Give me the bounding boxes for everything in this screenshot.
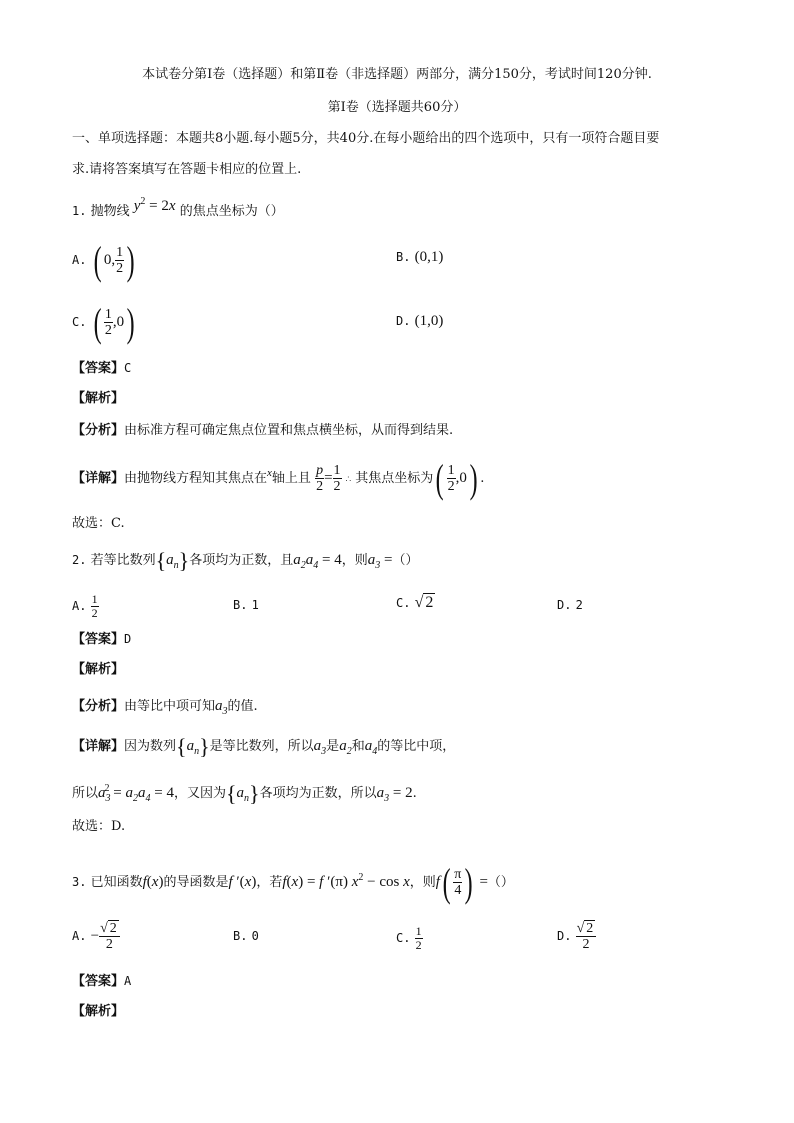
left-brace: { <box>176 733 187 759</box>
right-paren: ) <box>126 299 135 345</box>
option-label: D. <box>557 929 572 943</box>
question-number: 2. <box>72 553 87 567</box>
question-1-stem <box>72 198 284 221</box>
right-brace: } <box>249 780 260 806</box>
answer-value: C <box>124 361 132 375</box>
fraction-minus-sqrt2-over-2: $\frac{√ 2}{2}$ <box>99 921 120 952</box>
question-2-option-c <box>396 594 435 613</box>
option-label: A. <box>72 599 87 613</box>
therefore-symbol: ∴ <box>345 475 352 485</box>
option-value: 0 <box>251 929 259 943</box>
fraction-one-half: $\frac{1}{2}$ <box>116 245 124 276</box>
option-label: A. <box>72 929 87 943</box>
option-label: A. <box>72 253 87 267</box>
question-2-option-a <box>72 590 99 623</box>
answer-label: 【答案】 <box>72 632 125 647</box>
right-paren: ) <box>469 455 478 501</box>
option-value: (0,1) <box>414 249 444 265</box>
option-value: 2 <box>575 598 583 612</box>
right-brace: } <box>178 547 190 573</box>
option-value: 1 <box>251 598 259 612</box>
question-number: 3. <box>72 875 87 889</box>
fraction-one-half: $\frac{1}{2}$ <box>447 463 455 494</box>
xiangjie-text: 轴上且 <box>271 471 311 486</box>
question-1-jiexi-label <box>72 390 124 408</box>
question-3-option-d <box>557 916 596 957</box>
question-text: ，若 <box>256 875 283 890</box>
xiangjie-text: 的等比中项， <box>377 739 456 754</box>
right-brace: } <box>199 733 210 759</box>
xiangjie-label: 【详解】 <box>72 471 125 486</box>
left-paren: ( <box>435 455 444 501</box>
question-text: 已知函数 <box>90 875 143 890</box>
part-one-title: 第Ⅰ卷（选择题共60分） <box>327 100 467 115</box>
jiexi-label: 【解析】 <box>72 391 125 406</box>
question-3-option-a: A. − $\frac{√ 2}{2}$ <box>72 916 120 957</box>
fraction-sqrt2-over-2: $\frac{√ 2}{2}$ <box>576 921 597 952</box>
xiangjie-text: . <box>412 786 417 801</box>
left-brace: { <box>225 780 237 806</box>
xiangjie-text: 是 <box>326 739 340 754</box>
question-2-xiangjie-line2: 所以$a_3^2 = a_2a_4 = 4$，又因为$\{a_n\}$各项均为正数，所以$a_3 = 2$. <box>72 780 417 806</box>
question-2-xiangjie: 【详解】因为数列$\{a_n\}$是等比数列，所以$a_3$是$a_2$和$a_4$的等比中项， <box>72 733 456 759</box>
question-number: 1. <box>72 204 87 218</box>
fraction-pi-over-4: $\frac{\pi}{4}$ <box>454 867 462 898</box>
question-text: ，则 <box>409 875 436 890</box>
question-2-option-b <box>233 596 259 615</box>
question-text: 抛物线 <box>90 204 130 219</box>
equation: $a_2a_4 = 4$ <box>293 552 342 571</box>
question-1-option-a: A. ( 0, $\frac{1}{2}$ ) <box>72 237 135 283</box>
xiangjie-text: 和 <box>351 739 365 754</box>
question-3-jiexi-label <box>72 1003 124 1021</box>
option-value: (1,0) <box>414 313 444 329</box>
fraction-one-half: $\frac{1}{2}$ <box>91 592 98 620</box>
question-1-option-b <box>396 248 443 267</box>
question-1-option-d <box>396 312 443 331</box>
jiexi-label: 【解析】 <box>72 1004 125 1019</box>
xiangjie-text: 各项均为正数，所以 <box>259 786 377 801</box>
equation: $a_3$ = <box>367 552 393 571</box>
fenxi-label: 【分析】 <box>72 423 125 438</box>
xiangjie-text: 所以 <box>72 786 99 801</box>
xiangjie-label: 【详解】 <box>72 739 125 754</box>
fenxi-text: 由等比中项可知 <box>124 699 216 714</box>
left-paren: ( <box>93 299 102 345</box>
question-2-conclusion: 故选：D. <box>72 819 126 834</box>
variable-x: x <box>267 467 272 479</box>
question-text: 的焦点坐标为（） <box>179 204 284 219</box>
jiexi-label: 【解析】 <box>72 662 125 677</box>
question-text: （） <box>392 553 419 568</box>
fenxi-text: 的值. <box>227 699 258 714</box>
fenxi-label: 【分析】 <box>72 699 125 714</box>
question-2-jiexi-label <box>72 661 124 679</box>
fenxi-text: 由标准方程可确定焦点位置和焦点横坐标，从而得到结果. <box>124 423 454 438</box>
question-3-stem: 3. 已知函数f(x)的导函数是f ′(x)，若f(x) = f ′(π) $x^2 - \cos x$，则f( $\frac{\pi}{4}$ ) =（） <box>72 859 514 905</box>
question-3-answer <box>72 972 131 991</box>
fraction-one-half: $\frac{1}{2}$ <box>415 924 422 952</box>
question-3-option-b <box>233 927 259 946</box>
xiangjie-text: ，又因为 <box>173 786 226 801</box>
left-paren: ( <box>442 859 451 905</box>
question-1-option-c: C. ( $\frac{1}{2}$ ,0) <box>72 299 135 345</box>
question-text: 若等比数列 <box>90 553 156 568</box>
question-2-answer <box>72 630 131 649</box>
question-3-option-c <box>396 922 423 955</box>
exam-header-line: 本试卷分第Ⅰ卷（选择题）和第Ⅱ卷（非选择题）两部分，满分150分，考试时间120分钟. <box>142 67 652 82</box>
option-label: C. <box>396 931 411 945</box>
sqrt-two: √ 2 <box>414 594 434 611</box>
fraction-p-over-2: $\frac{p}{2}$ <box>316 463 324 494</box>
question-2-option-d <box>557 596 583 615</box>
answer-label: 【答案】 <box>72 361 125 376</box>
left-brace: { <box>155 547 167 573</box>
question-1-conclusion: 故选：C. <box>72 516 125 531</box>
question-text: 各项均为正数，且 <box>189 553 294 568</box>
section-instructions-line2: 求.请将答案填写在答题卡相应的位置上. <box>72 162 302 177</box>
question-text: （） <box>487 875 514 890</box>
xiangjie-text: 是等比数列，所以 <box>209 739 314 754</box>
equation: $y^2 = 2x$ <box>133 196 176 214</box>
option-label: C. <box>72 315 87 329</box>
right-paren: ) <box>465 859 474 905</box>
option-label: B. <box>233 598 248 612</box>
question-text: ，则 <box>341 553 368 568</box>
option-label: D. <box>396 314 411 328</box>
answer-value: D <box>124 632 132 646</box>
option-label: D. <box>557 598 572 612</box>
answer-value: A <box>124 974 132 988</box>
right-paren: ) <box>126 237 135 283</box>
section-instructions-line1: 一、单项选择题：本题共8小题.每小题5分，共40分.在每小题给出的四个选项中，只有一项符合题目要 <box>72 131 660 146</box>
question-2-stem: 2. 若等比数列$\{a_n\}$各项均为正数，且$a_2a_4 = 4$，则$a_3$ =（） <box>72 547 419 573</box>
question-1-xiangjie: 【详解】由抛物线方程知其焦点在$^x$轴上且 $\frac{p}{2}$ = $\frac{1}{2}$ ∴ 其焦点坐标为( $\frac{1}{2}$ ,0) . <box>72 455 485 501</box>
xiangjie-text: 因为数列 <box>124 739 177 754</box>
left-paren: ( <box>93 237 102 283</box>
fraction-one-half: $\frac{1}{2}$ <box>333 463 341 494</box>
question-text: 的导函数是 <box>163 875 229 890</box>
answer-label: 【答案】 <box>72 974 125 989</box>
fraction-one-half: $\frac{1}{2}$ <box>104 307 112 338</box>
question-2-fenxi: 【分析】由等比中项可知$a_3$的值. <box>72 698 258 717</box>
option-label: C. <box>396 596 411 610</box>
question-1-fenxi <box>72 422 453 440</box>
option-label: B. <box>233 929 248 943</box>
question-1-answer <box>72 359 131 378</box>
xiangjie-text: 由抛物线方程知其焦点在 <box>124 471 268 486</box>
xiangjie-text: 其焦点坐标为 <box>355 471 434 486</box>
option-label: B. <box>396 250 411 264</box>
